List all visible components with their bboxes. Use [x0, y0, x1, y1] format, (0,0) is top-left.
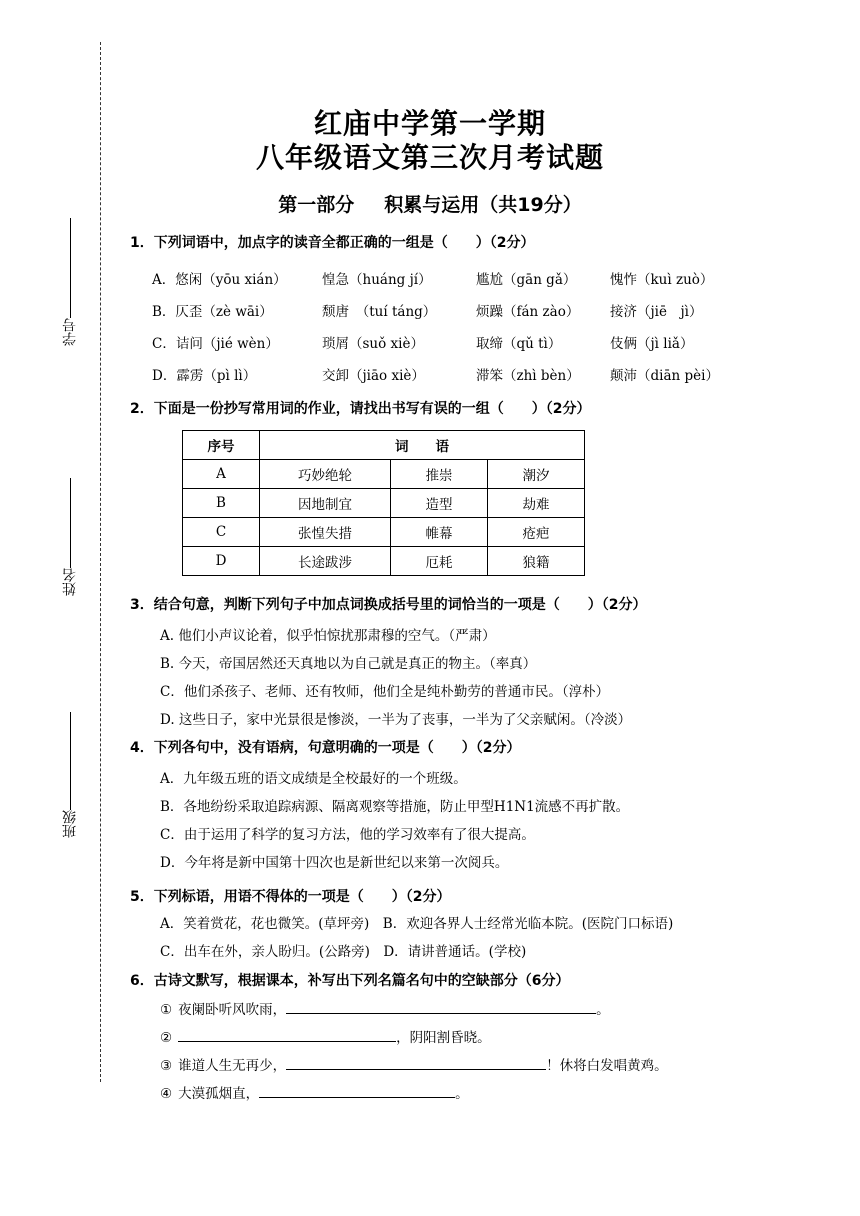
table-cell-word: 帷幕 — [391, 518, 488, 547]
question-1-option-item: D．霹雳（pì lì） — [152, 368, 257, 384]
question-5-line2: C．出车在外，亲人盼归。(公路旁) D．请讲普通话。(学校) — [160, 944, 527, 960]
table-cell-word: 推崇 — [391, 460, 488, 489]
table-cell-word: 厄耗 — [391, 547, 488, 576]
question-1-option-item: 交卸（jiāo xiè） — [322, 368, 425, 384]
answer-blank[interactable] — [178, 1027, 396, 1042]
option-line: B. 今天，帝国居然还天真地以为自己就是真正的物主。（率真） — [160, 656, 537, 672]
table-cell-word: 造型 — [391, 489, 488, 518]
table-cell-no: B — [183, 489, 260, 518]
table-row — [183, 518, 585, 547]
fill-in-item — [160, 1026, 491, 1046]
name-label: 姓名 — [62, 568, 78, 596]
page-title-line2: 八年级语文第三次月考试题 — [255, 141, 604, 174]
question-1-option-item: 滞笨（zhì bèn） — [476, 368, 580, 384]
table-cell-word: 张惶失措 — [260, 518, 391, 547]
item-after-text: ！休将白发唱黄鸡。 — [546, 1058, 668, 1074]
item-after-text: ，阴阳割昏晓。 — [396, 1030, 491, 1046]
option-line: C．由于运用了科学的复习方法，他的学习效率有了很大提高。 — [160, 827, 535, 843]
item-number: ② — [160, 1030, 173, 1046]
question-1-option-item: 尴尬（gān gǎ） — [476, 272, 577, 288]
question-6-stem: 6．古诗文默写，根据课本，补写出下列名篇名句中的空缺部分（6分） — [130, 973, 570, 989]
student-no-field — [62, 218, 80, 346]
table-cell-word: 长途跋涉 — [260, 547, 391, 576]
item-after-text: 。 — [455, 1086, 469, 1102]
table-cell-word: 狼籍 — [488, 547, 585, 576]
question-4-stem: 4．下列各句中，没有语病，句意明确的一项是（ ）（2分） — [130, 740, 521, 756]
item-before-text: 谁道人生无再少， — [178, 1058, 287, 1074]
option-line: C．他们杀孩子、老师、还有牧师，他们全是纯朴勤劳的普通市民。（淳朴） — [160, 684, 610, 700]
table-row — [183, 547, 585, 576]
item-number: ① — [160, 1002, 173, 1018]
fill-in-item — [160, 1054, 668, 1074]
table-cell-word: 劫难 — [488, 489, 585, 518]
table-header-row — [183, 431, 585, 460]
section-name: 第一部分 — [278, 194, 355, 216]
item-number: ③ — [160, 1058, 173, 1074]
question-1-stem: 1．下列词语中，加点字的读音全都正确的一组是（ ）（2分） — [130, 235, 535, 251]
question-5-line1: A．笑着赏花，花也微笑。(草坪旁) B．欢迎各界人士经常光临本院。(医院门口标语) — [160, 916, 674, 932]
option-line: D. 这些日子，家中光景很是惨淡，一半为了丧事，一半为了父亲赋闲。（冷淡） — [160, 712, 632, 728]
answer-blank[interactable] — [286, 1055, 546, 1070]
question-3-stem: 3．结合句意，判断下列句子中加点词换成括号里的词恰当的一项是（ ）（2分） — [130, 597, 647, 613]
option-line: A. 他们小声议论着，似乎怕惊扰那肃穆的空气。（严肃） — [160, 628, 496, 644]
section-subtitle: 积累与运用（共19分） — [384, 194, 582, 216]
question-5-stem: 5．下列标语，用语不得体的一项是（ ）（2分） — [130, 889, 451, 905]
question-2-stem: 2．下面是一份抄写常用词的作业，请找出书写有误的一组（ ）（2分） — [130, 401, 591, 417]
question-1-option-item: A．悠闲（yōu xián） — [152, 272, 287, 288]
item-after-text: 。 — [596, 1002, 610, 1018]
question-1-option-item: B．仄歪（zè wāi） — [152, 304, 273, 320]
table-cell-no: D — [183, 547, 260, 576]
student-no-label: 学号 — [62, 318, 78, 346]
answer-blank[interactable] — [259, 1083, 455, 1098]
option-line: D．今年将是新中国第十四次也是新世纪以来第一次阅兵。 — [160, 855, 509, 871]
item-number: ④ — [160, 1086, 173, 1102]
word-table — [182, 430, 585, 576]
question-1-option-item: C．诘问（jié wèn） — [152, 336, 279, 352]
table-row — [183, 460, 585, 489]
class-field — [62, 712, 80, 838]
class-label: 班级 — [62, 810, 78, 838]
answer-blank[interactable] — [286, 999, 596, 1014]
item-before-text: 夜阑卧听风吹雨， — [178, 1002, 287, 1018]
table-cell-no: C — [183, 518, 260, 547]
name-field — [62, 478, 80, 596]
question-1-option-item: 颠沛（diān pèi） — [610, 368, 719, 384]
question-1-option-item: 接济（jiē jì） — [610, 304, 703, 320]
table-header-words: 词 语 — [260, 431, 585, 460]
question-1-option-item: 取缔（qǔ tì） — [476, 336, 562, 352]
table-row — [183, 489, 585, 518]
table-header-no: 序号 — [183, 431, 260, 460]
option-line: B．各地纷纷采取追踪病源、隔离观察等措施，防止甲型H1N1流感不再扩散。 — [160, 799, 630, 815]
question-1-option-item: 惶急（huáng jí） — [322, 272, 432, 288]
table-cell-word: 巧妙绝轮 — [260, 460, 391, 489]
table-cell-word: 疮疤 — [488, 518, 585, 547]
question-1-option-item: 愧怍（kuì zuò） — [610, 272, 714, 288]
table-cell-no: A — [183, 460, 260, 489]
fill-in-item — [160, 998, 610, 1018]
fill-in-item — [160, 1082, 469, 1102]
page-title-line1: 红庙中学第一学期 — [313, 107, 546, 140]
option-line: A．九年级五班的语文成绩是全校最好的一个班级。 — [160, 771, 467, 787]
item-before-text: 大漠孤烟直， — [178, 1086, 260, 1102]
question-1-option-item: 颓唐 （tuí táng） — [322, 304, 437, 320]
table-cell-word: 潮汐 — [488, 460, 585, 489]
table-cell-word: 因地制宜 — [260, 489, 391, 518]
section-title — [0, 190, 860, 217]
question-1-option-item: 伎俩（jì liǎ） — [610, 336, 694, 352]
question-1-option-item: 琐屑（suǒ xiè） — [322, 336, 424, 352]
question-1-option-item: 烦躁（fán zào） — [476, 304, 580, 320]
